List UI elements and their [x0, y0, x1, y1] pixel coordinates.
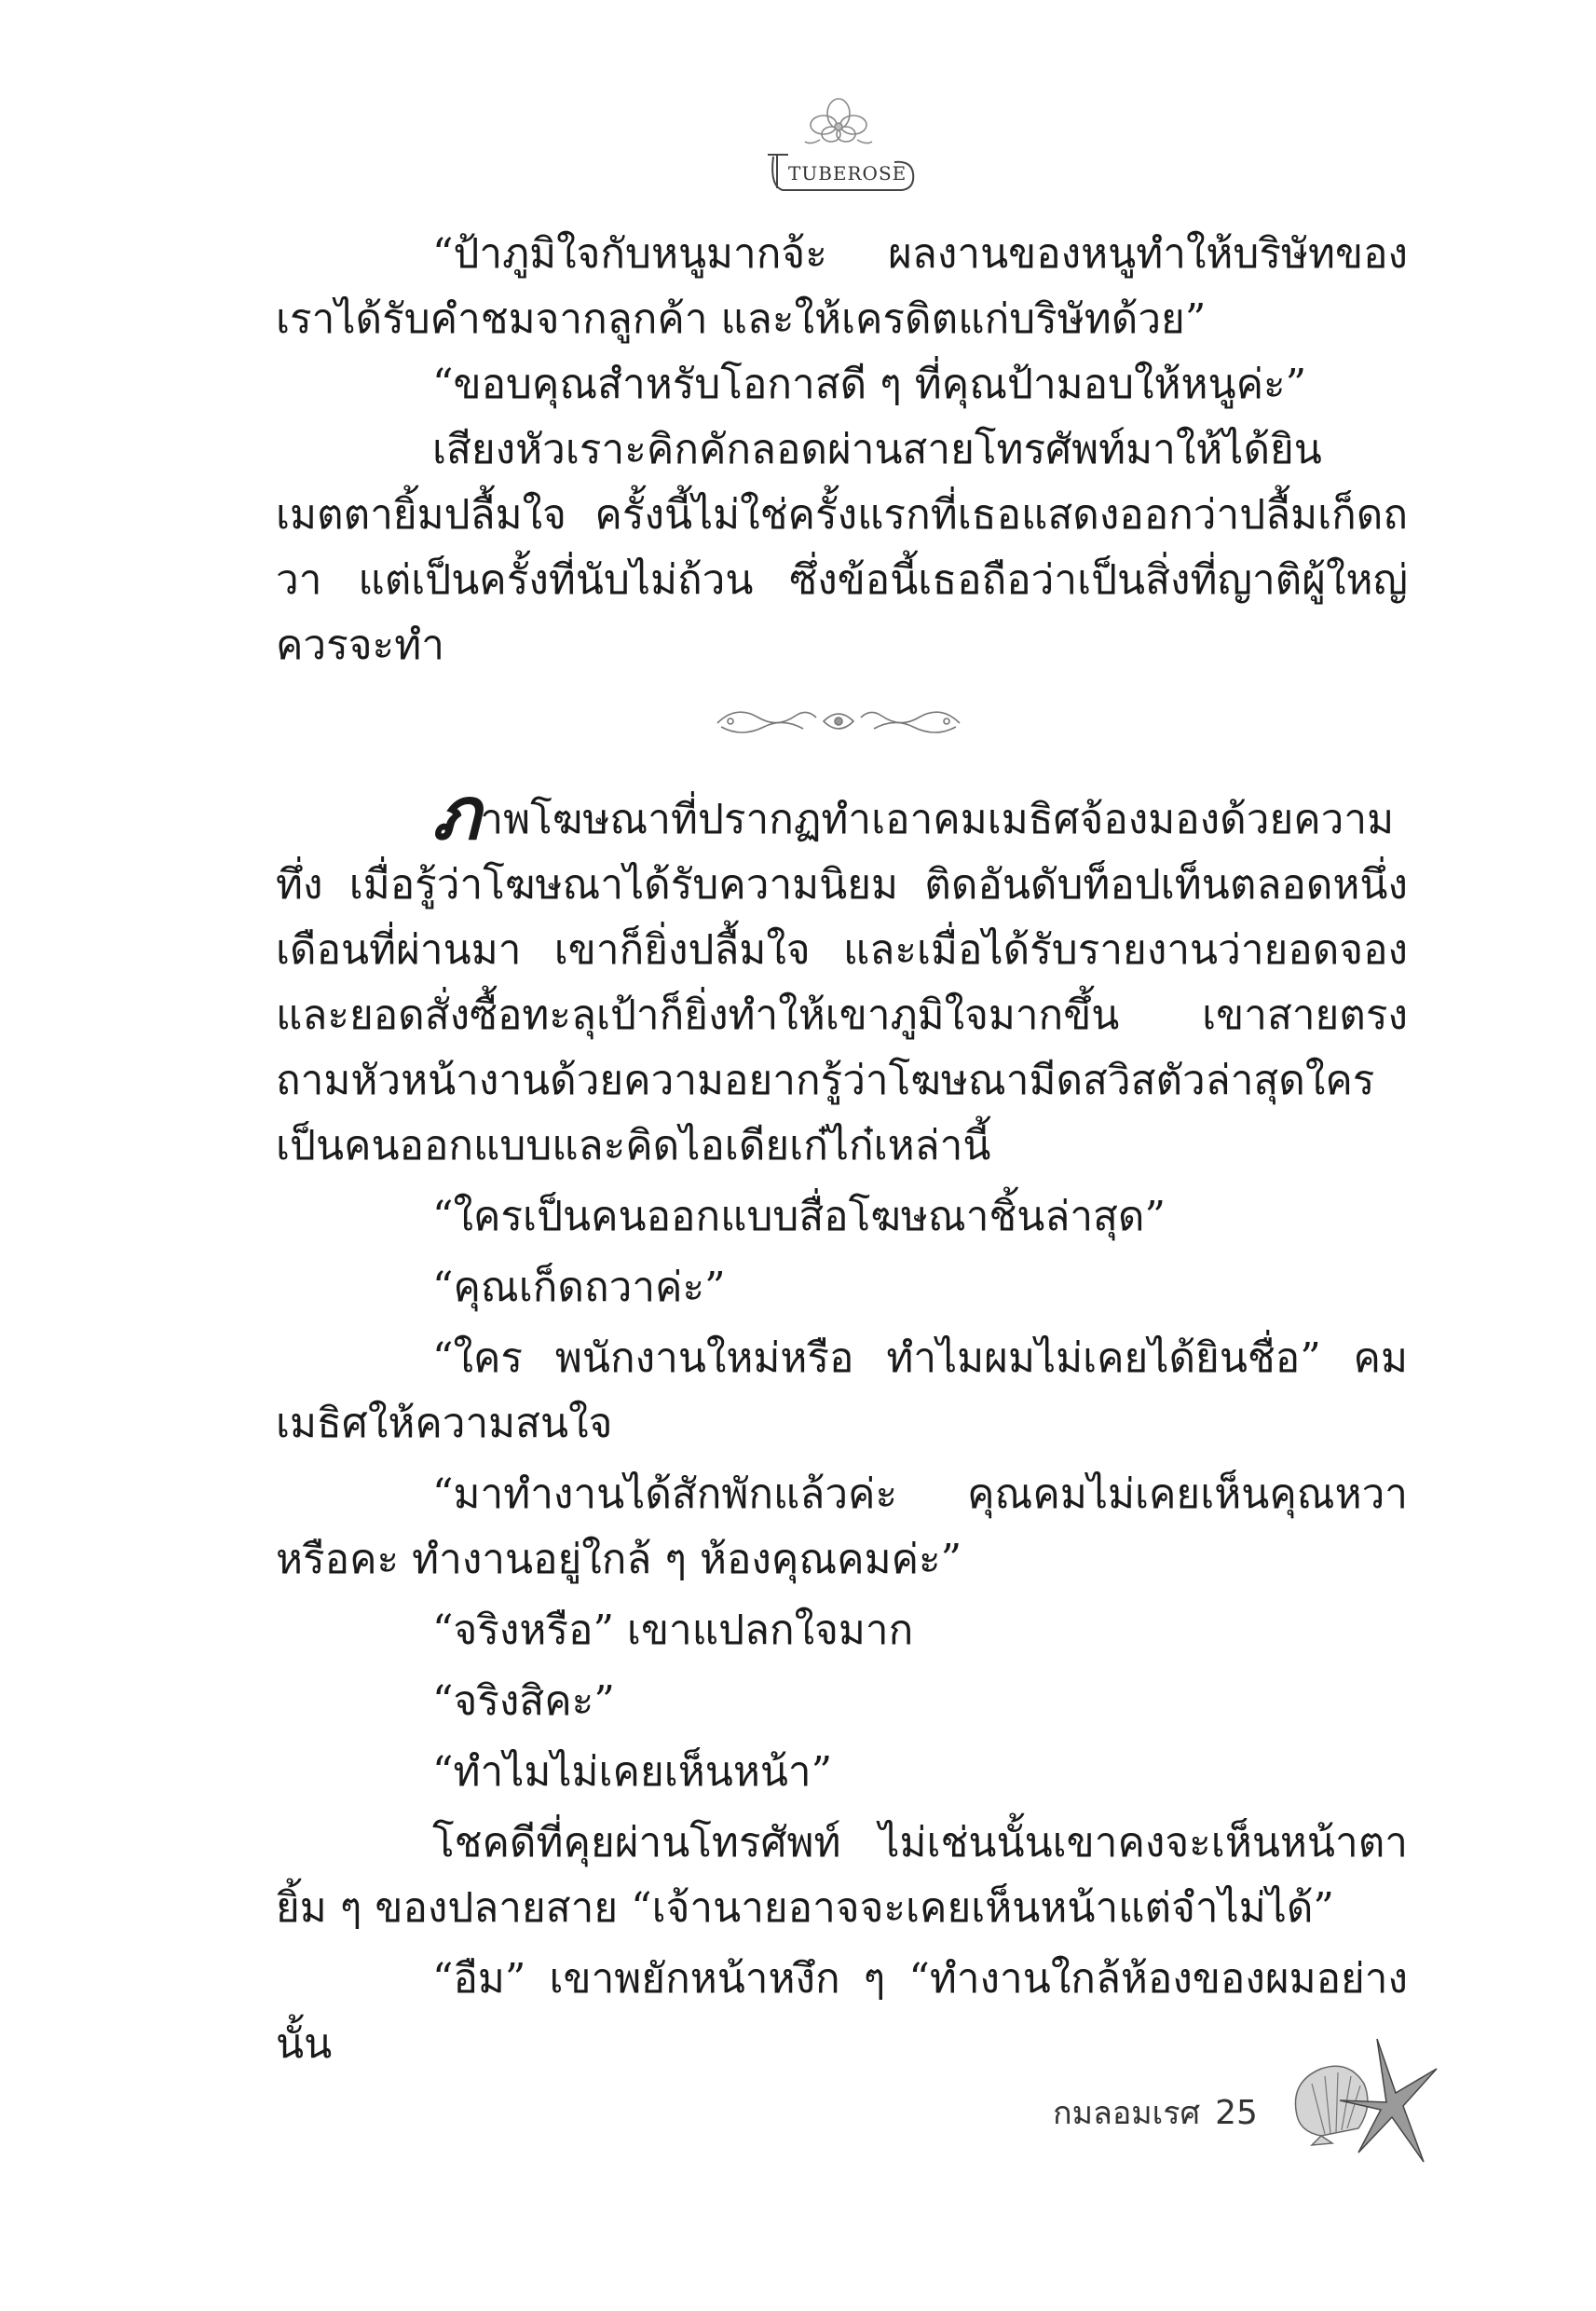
paragraph: “คุณเก็ดถวาค่ะ”: [432, 1264, 726, 1311]
page-footer: [1053, 2087, 1258, 2138]
paragraph: “ป้าภูมิใจกับหนูมากจ้ะ ผลงานของหนูทำให้บริษัทของเราได้รับคำชมจากลูกค้า และให้เครดิตแก่บริษัทด้วย”: [276, 230, 1408, 343]
text-block-1: [276, 222, 1408, 678]
paragraph: “ทำไมไม่เคยเห็นหน้า”: [432, 1748, 833, 1796]
paragraph: เสียงหัวเราะคิกคักลอดผ่านสายโทรศัพท์มาให้ได้ยิน เมตตายิ้มปลื้มใจ ครั้งนี้ไม่ใช่ครั้งแรกที่เธอแสดงออกว่าปลื้มเก็ดถวา แต่เป็นครั้งที่นับไม่ถ้วน ซึ่งข้อนี้เธอถือว่าเป็นสิ่งที่ญาติผู้ใหญ่ควรจะทำ: [276, 426, 1408, 669]
paragraph-with-dropcap: [276, 772, 1408, 1179]
seashell-starfish-icon: [1284, 2031, 1442, 2171]
paragraph: “ใคร พนักงานใหม่หรือ ทำไมผมไม่เคยได้ยินชื่อ” คมเมธิศให้ความสนใจ: [276, 1334, 1408, 1447]
paragraph: โชคดีที่คุยผ่านโทรศัพท์ ไม่เช่นนั้นเขาคงจะเห็นหน้าตายิ้ม ๆ ของปลายสาย “เจ้านายอาจจะเคยเห็นหน้าแต่จำไม่ได้”: [276, 1819, 1408, 1932]
paragraph: “มาทำงานได้สักพักแล้วค่ะ คุณคมไม่เคยเห็นคุณหวาหรือคะ ทำงานอยู่ใกล้ ๆ ห้องคุณคมค่ะ”: [276, 1470, 1408, 1583]
author-name: กมลอมเรศ: [1053, 2095, 1201, 2132]
paragraph: “จริงหรือ” เขาแปลกใจมาก: [432, 1607, 914, 1654]
dropcap-letter: ภ: [432, 772, 481, 856]
paragraph: “ใครเป็นคนออกแบบสื่อโฆษณาชิ้นล่าสุด”: [432, 1193, 1166, 1240]
text-block-2: [276, 772, 1408, 2077]
logo-text: TUBEROSE: [788, 162, 907, 185]
paragraph: “อืม” เขาพยักหน้าหงึก ๆ “ทำงานใกล้ห้องของผมอย่างนั้น: [276, 1955, 1408, 2068]
header-logo: [745, 93, 932, 200]
ornamental-swirl-divider-icon: [699, 697, 978, 745]
paragraph: “ขอบคุณสำหรับโอกาสดี ๆ ที่คุณป้ามอบให้หนูค่ะ”: [432, 361, 1307, 408]
ornamental-divider: [699, 697, 978, 745]
paragraph: “จริงสิคะ”: [432, 1677, 615, 1725]
page-number: 25: [1215, 2094, 1258, 2132]
paragraph-rest: าพโฆษณาที่ปรากฏทำเอาคมเมธิศจ้องมองด้วยความทึ่ง เมื่อรู้ว่าโฆษณาได้รับความนิยม ติดอันดับท็อปเท็นตลอดหนึ่งเดือนที่ผ่านมา เขาก็ยิ่งปลื้มใจ และเมื่อได้รับรายงานว่ายอดจองและยอดสั่งซื้อทะลุเป้าก็ยิ่งทำให้เขาภูมิใจมากขึ้น เขาสายตรงถามหัวหน้างานด้วยความอยากรู้ว่าโฆษณามีดสวิสตัวล่าสุดใครเป็นคนออกแบบและคิดไอเดียเก๋ไก๋เหล่านี้: [276, 796, 1408, 1169]
